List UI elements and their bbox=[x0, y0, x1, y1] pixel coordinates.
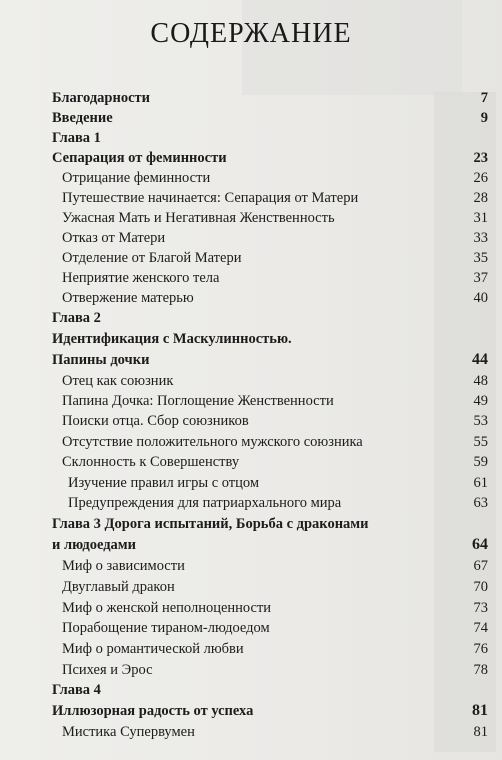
toc-subentry bbox=[0, 493, 502, 513]
toc-entry-page: 40 bbox=[473, 290, 488, 306]
toc-entry-title: Путешествие начинается: Сепарация от Матери bbox=[62, 190, 359, 206]
toc-entry bbox=[0, 329, 502, 349]
toc-entry-page: 9 bbox=[480, 110, 488, 126]
toc-entry-title: Идентификация с Маскулинностью. bbox=[52, 331, 292, 347]
toc-entry-title: Изучение правил игры с отцом bbox=[68, 475, 260, 491]
toc-entry-page: 76 bbox=[473, 641, 488, 657]
toc-subentry bbox=[0, 432, 502, 452]
toc-subentry bbox=[0, 168, 502, 188]
toc-entry bbox=[0, 148, 502, 168]
toc-subentry bbox=[0, 473, 502, 493]
toc-entry-title: Предупреждения для патриархального мира bbox=[68, 495, 342, 511]
toc-entry-title: Склонность к Совершенству bbox=[62, 454, 240, 470]
toc-entry-title: Введение bbox=[52, 110, 113, 126]
toc-subentry bbox=[0, 411, 502, 431]
toc-entry bbox=[0, 350, 502, 370]
toc-entry-page: 70 bbox=[473, 579, 488, 595]
toc-entry-page: 64 bbox=[472, 536, 488, 553]
toc-entry-title: Двуглавый дракон bbox=[62, 579, 175, 595]
toc-subentry bbox=[0, 288, 502, 308]
toc-entry-title: Отвержение матерью bbox=[62, 290, 194, 306]
toc-chapter-label: Глава 2 bbox=[52, 310, 101, 326]
toc-entry-page: 44 bbox=[472, 351, 488, 368]
toc-entry-page: 61 bbox=[473, 475, 488, 491]
toc-entry-title: Психея и Эрос bbox=[62, 662, 153, 678]
toc-entry-page: 73 bbox=[473, 600, 488, 616]
toc-entry-title: Миф о романтической любви bbox=[62, 641, 244, 657]
toc-subentry bbox=[0, 391, 502, 411]
toc-entry-page: 81 bbox=[473, 724, 488, 740]
toc-subentry bbox=[0, 371, 502, 391]
toc-subentry bbox=[0, 248, 502, 268]
toc-entry-page: 53 bbox=[473, 413, 488, 429]
toc-entry-title: Иллюзорная радость от успеха bbox=[52, 703, 254, 719]
toc-entry-title: Порабощение тираном-людоедом bbox=[62, 620, 270, 636]
toc-subentry bbox=[0, 556, 502, 576]
toc-entry-title: Отрицание феминности bbox=[62, 170, 211, 186]
toc-entry-page: 67 bbox=[473, 558, 488, 574]
toc-entry-page: 74 bbox=[473, 620, 488, 636]
toc-entry-page: 35 bbox=[473, 250, 488, 266]
toc-entry-page: 23 bbox=[473, 150, 488, 166]
toc-subentry bbox=[0, 722, 502, 742]
toc-entry-page: 26 bbox=[473, 170, 488, 186]
toc-entry-page: 37 bbox=[473, 270, 488, 286]
toc-entry-page: 59 bbox=[473, 454, 488, 470]
toc-entry-title: Миф о зависимости bbox=[62, 558, 185, 574]
toc-entry-title: Папины дочки bbox=[52, 352, 150, 368]
toc-entry-page: 31 bbox=[473, 210, 488, 226]
toc-entry-page: 78 bbox=[473, 662, 488, 678]
toc-entry-title: и людоедами bbox=[52, 537, 137, 553]
toc-entry bbox=[0, 535, 502, 555]
toc-entry-page: 49 bbox=[473, 393, 488, 409]
toc-chapter-label: Глава 4 bbox=[52, 682, 101, 698]
toc-chapter bbox=[0, 680, 502, 700]
toc-chapter-label: Глава 1 bbox=[52, 130, 101, 146]
toc-subentry bbox=[0, 452, 502, 472]
toc-subentry bbox=[0, 268, 502, 288]
toc-entry-title: Папина Дочка: Поглощение Женственности bbox=[62, 393, 334, 409]
toc-entry bbox=[0, 88, 502, 108]
toc-entry-title: Отец как союзник bbox=[62, 373, 174, 389]
toc-subentry bbox=[0, 598, 502, 618]
page-title: СОДЕРЖАНИЕ bbox=[150, 18, 352, 49]
toc-entry-title: Поиски отца. Сбор союзников bbox=[62, 413, 249, 429]
toc-entry-title: Благодарности bbox=[52, 90, 151, 106]
toc-subentry bbox=[0, 577, 502, 597]
toc-entry-title: Отсутствие положительного мужского союзника bbox=[62, 434, 363, 450]
toc-entry-title: Мистика Супервумен bbox=[62, 724, 195, 740]
toc-entry-page: 81 bbox=[472, 702, 488, 719]
toc-entry-title: Ужасная Мать и Негативная Женственность bbox=[62, 210, 335, 226]
toc-subentry bbox=[0, 660, 502, 680]
toc-subentry bbox=[0, 618, 502, 638]
toc-entry-title: Миф о женской неполноценности bbox=[62, 600, 272, 616]
toc-chapter bbox=[0, 514, 502, 534]
toc-entry bbox=[0, 701, 502, 721]
toc-entry-page: 48 bbox=[473, 373, 488, 389]
toc-entry-page: 28 bbox=[473, 190, 488, 206]
toc-chapter bbox=[0, 308, 502, 328]
toc-subentry bbox=[0, 228, 502, 248]
toc-entry-title: Отказ от Матери bbox=[62, 230, 166, 246]
toc-entry-title: Сепарация от феминности bbox=[52, 150, 227, 166]
toc-subentry bbox=[0, 639, 502, 659]
toc-entry-title: Неприятие женского тела bbox=[62, 270, 220, 286]
toc-entry-page: 55 bbox=[473, 434, 488, 450]
toc-chapter-label: Глава 3 Дорога испытаний, Борьба с драконами bbox=[52, 516, 369, 532]
toc-entry-page: 63 bbox=[473, 495, 488, 511]
toc-subentry bbox=[0, 188, 502, 208]
toc-entry-page: 33 bbox=[473, 230, 488, 246]
toc-subentry bbox=[0, 208, 502, 228]
toc-entry-page: 7 bbox=[480, 90, 488, 106]
toc-entry-title: Отделение от Благой Матери bbox=[62, 250, 242, 266]
toc-entry bbox=[0, 108, 502, 128]
toc-chapter bbox=[0, 128, 502, 148]
